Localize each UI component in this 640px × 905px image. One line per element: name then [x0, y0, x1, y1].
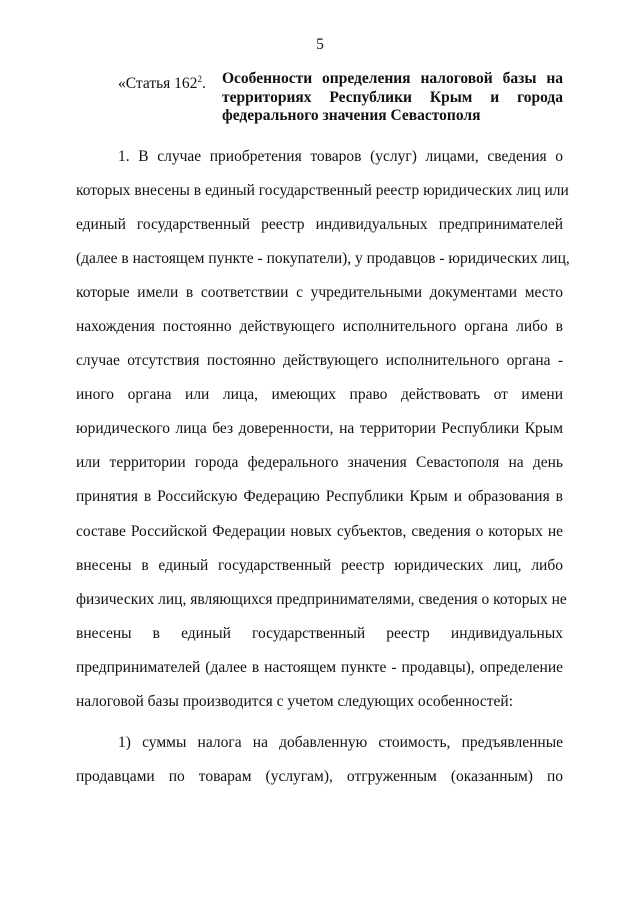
text-line: нахождения постоянно действующего исполнительного органа либо в — [76, 318, 563, 336]
text-line: внесены в единый государственный реестр юридических лиц, либо — [76, 556, 563, 574]
text-line: принятия в Российскую Федерацию Республики Крым и образования в — [76, 488, 563, 506]
text-line: юридического лица без доверенности, на территории Республики Крым — [76, 420, 563, 438]
text-line: которых внесены в единый государственный реестр юридических лиц или — [76, 182, 569, 200]
page-number: 5 — [316, 36, 324, 53]
title-line: федерального значения Севастополя — [222, 107, 481, 125]
text-line: единый государственный реестр индивидуальных предпринимателей — [76, 216, 563, 234]
text-line: продавцами по товарам (услугам), отгруженным (оказанным) по — [76, 767, 563, 785]
article-label — [118, 70, 206, 94]
title-line: Особенности определения налоговой базы на — [222, 70, 563, 87]
text-line: составе Российской Федерации новых субъектов, сведения о которых не — [76, 522, 563, 540]
article-superscript: 2 — [197, 74, 202, 84]
text-line: или территории города федерального значения Севастополя на день — [76, 454, 563, 472]
text-line: внесены в единый государственный реестр индивидуальных — [76, 624, 563, 642]
text-line: 1) суммы налога на добавленную стоимость, предъявленные — [118, 733, 563, 751]
article-label-text: «Статья 162 — [118, 75, 198, 93]
text-line: налоговой базы производится с учетом следующих особенностей: — [76, 692, 514, 710]
text-line: (далее в настоящем пункте - покупатели), у продавцов - юридических лиц, — [76, 250, 570, 268]
text-line: предпринимателей (далее в настоящем пункте - продавцы), определение — [76, 658, 563, 676]
title-line: территориях Республики Крым и города — [222, 88, 563, 106]
document-body — [76, 140, 570, 794]
paragraph-2 — [76, 726, 563, 794]
article-heading — [118, 70, 563, 126]
text-line: случае отсутствия постоянно действующего исполнительного органа - — [76, 352, 563, 370]
text-line: которые имели в соответствии с учредительными документами место — [76, 284, 563, 302]
article-label-end: . — [201, 75, 206, 93]
text-line: иного органа или лица, имеющих право действовать от имени — [76, 386, 563, 404]
text-line: физических лиц, являющихся предпринимателями, сведения о которых не — [76, 590, 567, 608]
article-title — [222, 70, 563, 126]
paragraph-1 — [76, 140, 570, 719]
text-line: 1. В случае приобретения товаров (услуг) лицами, сведения о — [118, 148, 563, 165]
